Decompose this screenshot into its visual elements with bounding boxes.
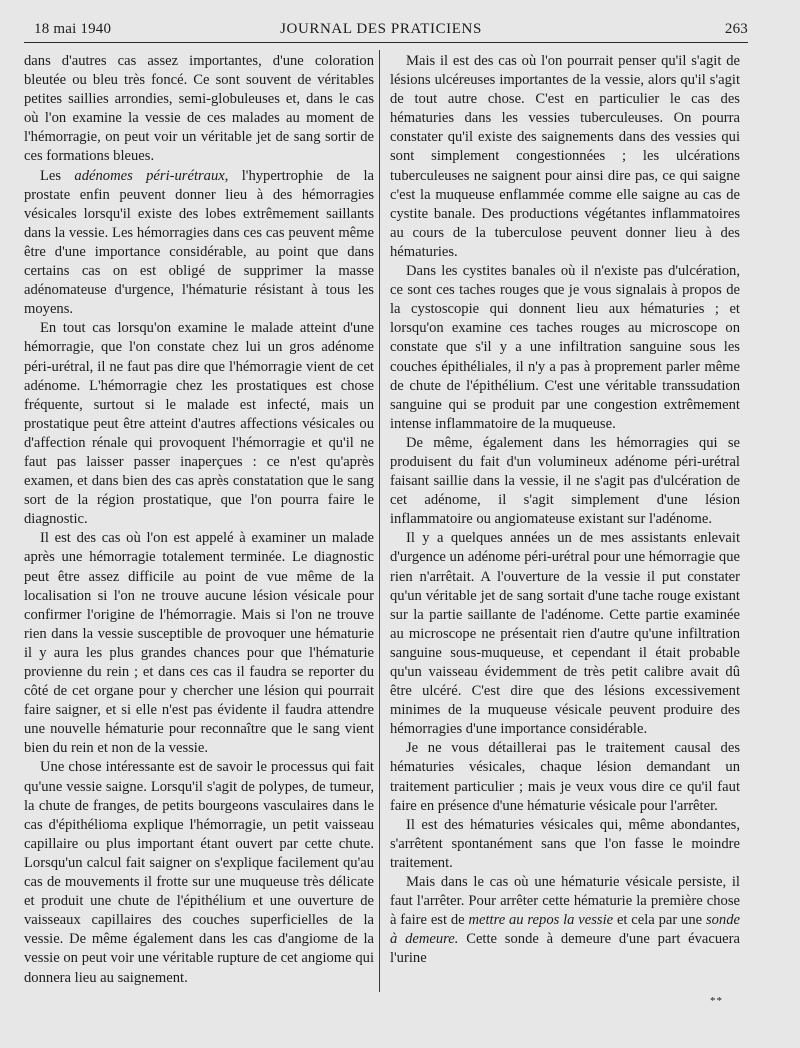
left-paragraph-1: dans d'autres cas assez importantes, d'une coloration bleutée ou bleu très foncé. Ce sont souvent de véritables petites saillies arrondies, semi-globuleuses et, dans le cas où l'on examine la vessie de ces malades au moment de l'hémorragie, on peut voir un véritable jet de sang sortir de ces formations bleues. [24,53,374,165]
left-paragraph-3: En tout cas lorsqu'on examine le malade atteint d'une hémorragie, que l'on constate chez lui un gros adénome péri-urétral, il ne faut pas dire que l'hémorragie vient de cet adénome. L'hémorragie chez les prostatiques est chose fréquente, surtout si le malade est infecté, mais un prostatique peut être atteint d'autres affections vésicales ou d'affection rénale qui provoquent l'hémorragie et qu'il ne faut pas laisser passer inaperçues : ce n'est qu'après examen, et dans bien des cas après constatation que le sang sort de la région prostatique, que l'on pourra faire le diagnostic. [24,320,374,528]
footer-stars: ** [710,995,723,1007]
right-p7-a: Mais dans le cas où une hématurie vésicale persiste, il faut l'arrêter. Pour arrêter cette hématurie la première chose à faire est de [390,874,740,929]
left-column [24,52,374,988]
left-p2-rest: , l'hypertrophie de la prostate enfin peuvent donner lieu à des hémorragies vésicales lorsqu'il existe des lobes extrêmement saillants dans la vessie. Les hémorragies dans ces cas peuvent même être d'une importance considérable, au point que dans certains cas on est obligé de supprimer la masse adénomateuse d'urgence, l'hématurie résistant à tous les moyens. [24,167,374,318]
right-p7-c: Cette sonde à demeure d'une part évacuera l'urine [390,931,740,967]
right-paragraph-2: Dans les cystites banales où il n'existe pas d'ulcération, ce sont ces taches rouges que je vous signalais à propos de la cystoscopie qui donnent lieu aux hématuries ; et lorsqu'on examine ces taches rouges au microscope on constate que s'il y a une infiltration sanguine sous les couches épithéliales, il n'y a pas à proprement parler même de chute de l'épithélium. C'est une véritable transsudation sanguine qui se produit par une congestion extrêmement intense inflammatoire de la muqueuse. [390,263,740,432]
right-p7-b: et cela par une [613,912,706,929]
left-p2-lead: Les [40,167,75,184]
header-date: 18 mai 1940 [34,21,112,37]
right-paragraph-4: Il y a quelques années un de mes assistants enlevait d'urgence un adénome péri-urétral pour une hémorragie que rien n'arrêtait. A l'ouverture de la vessie il put constater qu'un véritable jet de sang sortait d'une tache rouge existant sur la partie saillante de l'adénome. Cette partie examinée au microscope ne présentait rien d'autre qu'une infiltration sanguine sous-muqueuse, et cependant il était probable qu'un vaisseau évidemment de très petit calibre avait dû être ulcéré. C'est dire que des lésions excessivement minimes de la muqueuse vésicale peuvent produire des hémorragies d'une importance considérable. [390,530,740,738]
right-paragraph-5: Je ne vous détaillerai pas le traitement causal des hématuries vésicales, chaque lésion demandant un traitement particulier ; mais je veux vous dire ce qu'il faut faire en présence d'une hématurie vésicale pour l'arrêter. [390,740,740,814]
left-paragraph-5: Une chose intéressante est de savoir le processus qui fait qu'une vessie saigne. Lorsqu'il s'agit de polypes, de tumeur, la chute de franges, de petits bourgeons vasculaires dans le cas d'épithélioma explique l'hémorragie, un petit vaisseau capillaire ou plus important étant ouvert par cette chute. Lorsqu'un calcul fait saigner on s'explique facilement qu'au cas de mouvements il frotte sur une muqueuse très délicate et produit une chute de l'épithélium et une ouverture de vaisseaux capillaires des couches superficielles de la vessie. De même également dans les cas d'angiome de la vessie on peut voir une véritable rupture de cet angiome qui donnera lieu au saignement. [24,759,374,986]
right-p7-emphasis-1: mettre au repos la vessie [468,912,614,929]
left-paragraph-4: Il est des cas où l'on est appelé à examiner un malade après une hémorragie totalement terminée. Le diagnostic peut être assez difficile au point de vue même de la localisation si l'on ne trouve aucune lésion vésicale pour confirmer l'origine de l'hémorragie. Mais si l'on ne trouve rien dans la vessie susceptible de provoquer une hématurie il y aura les plus grandes chances pour que l'hématurie provienne du rein ; et dans ces cas il faudra se reporter du côté de cet organe pour y chercher une lésion qui pourrait faire saigner, et si elle n'est pas évidente il faudra attendre une nouvelle hématurie pour reconnaître que le sang vient bien du rein et non de la vessie. [24,530,374,757]
right-column [390,52,740,969]
right-paragraph-6: Il est des hématuries vésicales qui, même abondantes, s'arrêtent spontanément sans que l'on fasse le moindre traitement. [390,816,740,871]
right-paragraph-7 [390,873,740,968]
right-paragraph-3: De même, également dans les hémorragies qui se produisent du fait d'un volumineux adénome péri-urétral faisant saillie dans la vessie, il ne s'agit pas d'ulcération de cet adénome, il s'agit simplement d'une lésion inflammatoire ou angiomateuse existant sur l'adénome. [390,434,740,528]
right-p7-emphasis-2: sonde à demeure. [390,912,740,948]
right-paragraph-1: Mais il est des cas où l'on pourrait penser qu'il s'agit de lésions ulcéreuses importantes de la vessie, alors qu'il s'agit de tout autre chose. C'est en particulier le cas des hématuries dans les vessies tuberculeuses. On pourra constater qu'il existe des saignements dans des vessies qui sont simplement congestionnées ; les ulcérations tuberculeuses ne saignent pour ainsi dire pas, ce qui saigne c'est la muqueuse enflammée comme elle saigne au cas de cystite banale. Des productions végétantes inflammatoires au cours de la tuberculose peuvent donner lieu à des hématuries. [390,53,740,260]
page-header [24,18,748,40]
left-p2-emphasis: adénomes péri-urétraux [74,167,225,184]
left-paragraph-2 [24,167,374,320]
column-divider [379,50,380,992]
journal-title: JOURNAL DES PRATICIENS [280,21,482,37]
header-rule [24,42,748,43]
page-number: 263 [724,21,748,37]
